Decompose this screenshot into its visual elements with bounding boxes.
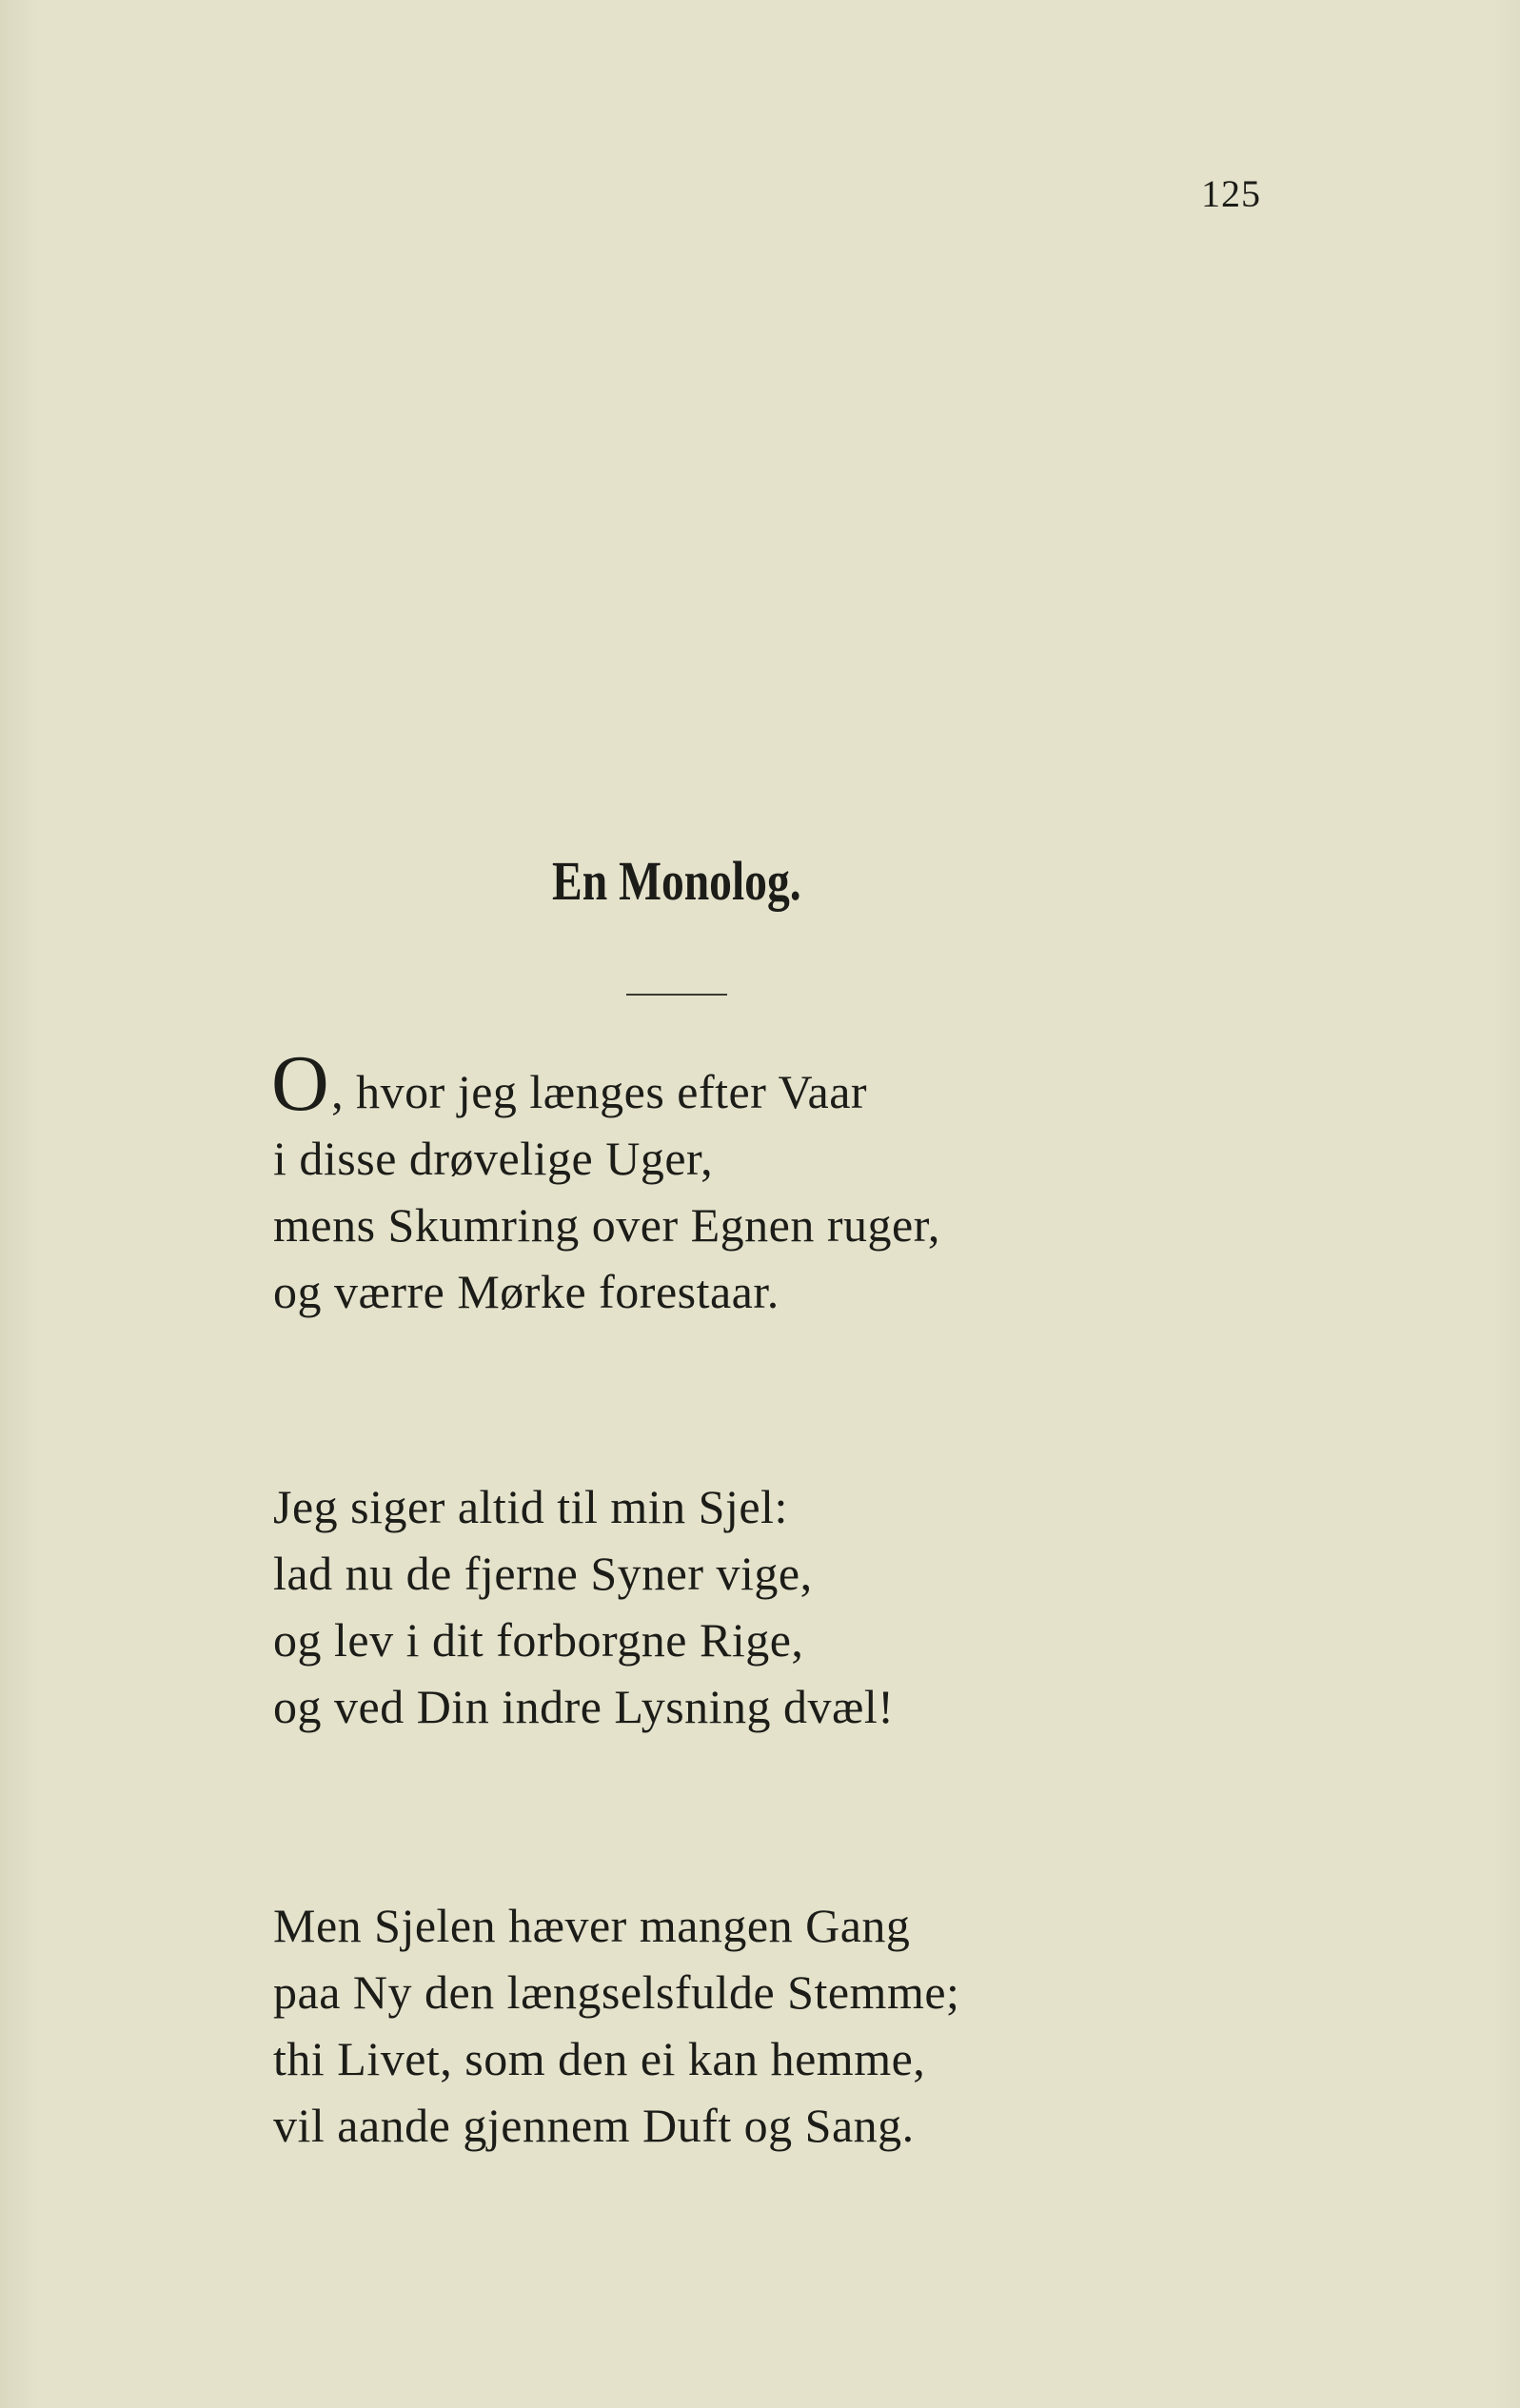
poem-line: vil aande gjennem Duft og Sang. (273, 2099, 915, 2152)
poem-line: mens Skumring over Egnen ruger, (273, 1198, 940, 1252)
poem-line-text: , hvor jeg længes efter Vaar (331, 1065, 868, 1118)
poem-line: og værre Mørke forestaar. (273, 1265, 780, 1318)
title-divider (626, 994, 727, 996)
poem-line: thi Livet, som den ei kan hemme, (273, 2032, 926, 2085)
stanza-1 (271, 1039, 940, 1325)
poem-line: og ved Din indre Lysning dvæl! (273, 1680, 895, 1733)
drop-cap: O (271, 1039, 330, 1128)
page-number: 125 (1201, 172, 1261, 215)
poem-line (271, 1039, 940, 1128)
stanza-2 (273, 1473, 894, 1740)
poem-line: i disse drøvelige Uger, (273, 1132, 714, 1185)
poem-title: En Monolog. (552, 850, 801, 912)
stanza-3 (273, 1892, 959, 2159)
poem-line: paa Ny den længselsfulde Stemme; (273, 1965, 960, 2019)
poem-line: Jeg siger altid til min Sjel: (273, 1480, 788, 1533)
poem-line: lad nu de fjerne Syner vige, (273, 1547, 813, 1600)
poem-line: og lev i dit forborgne Rige, (273, 1613, 804, 1667)
poem-line: Men Sjelen hæver mangen Gang (273, 1899, 911, 1952)
